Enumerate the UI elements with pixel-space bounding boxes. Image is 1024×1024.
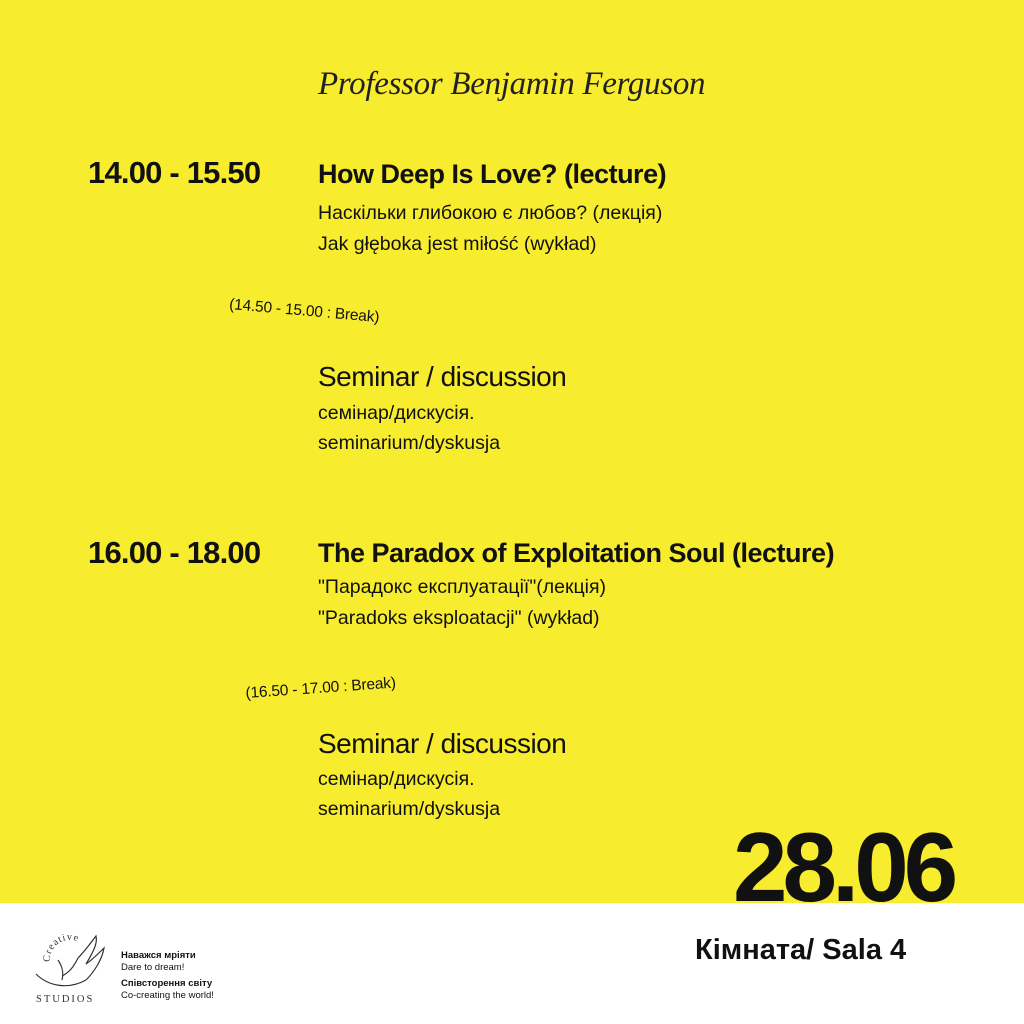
logo-arc-text: Creative — [41, 931, 81, 963]
session-1-title: How Deep Is Love? (lecture) — [318, 159, 667, 189]
dove-icon — [28, 920, 116, 1008]
svg-text:Creative — [42, 932, 81, 962]
tagline-1 — [121, 950, 196, 974]
session-1-seminar-pl: seminarium/dyskusja — [318, 432, 501, 454]
event-date: 28.06 — [733, 812, 954, 922]
session-2-time: 16.00 - 18.00 — [88, 535, 261, 570]
session-2-seminar-pl: seminarium/dyskusja — [318, 798, 501, 820]
tagline-1-uk: Наважся мріяти — [121, 950, 196, 961]
session-1-line-uk: Наскільки глибокою є любов? (лекція) — [318, 202, 663, 224]
session-1-time: 14.00 - 15.50 — [88, 155, 261, 190]
session-1-seminar-uk: семінар/дискусія. — [318, 402, 475, 424]
session-2-seminar-uk: семінар/дискусія. — [318, 768, 475, 790]
speaker-name: Professor Benjamin Ferguson — [318, 66, 706, 102]
session-2-break: (16.50 - 17.00 : Break) — [245, 674, 397, 702]
session-2-title: The Paradox of Exploitation Soul (lecture) — [318, 538, 835, 568]
session-2-line-pl: "Paradoks eksploatacji" (wykład) — [318, 607, 600, 629]
tagline-1-en: Dare to dream! — [121, 962, 185, 973]
session-1-line-pl: Jak głęboka jest miłość (wykład) — [318, 233, 597, 255]
tagline-2-uk: Співсторення світу — [121, 978, 213, 989]
session-2-seminar-title: Seminar / discussion — [318, 728, 567, 759]
session-2-line-uk: "Парадокс експлуатації"(лекція) — [318, 576, 607, 598]
room-label: Кімната/ Sala 4 — [695, 934, 907, 966]
creative-studios-logo — [28, 920, 116, 1008]
tagline-2 — [121, 978, 214, 1002]
session-1-seminar-title: Seminar / discussion — [318, 361, 567, 392]
tagline-2-en: Co-creating the world! — [121, 990, 214, 1001]
session-1-break: (14.50 - 15.00 : Break) — [228, 296, 380, 327]
logo-studios-text: STUDIOS — [36, 994, 95, 1005]
